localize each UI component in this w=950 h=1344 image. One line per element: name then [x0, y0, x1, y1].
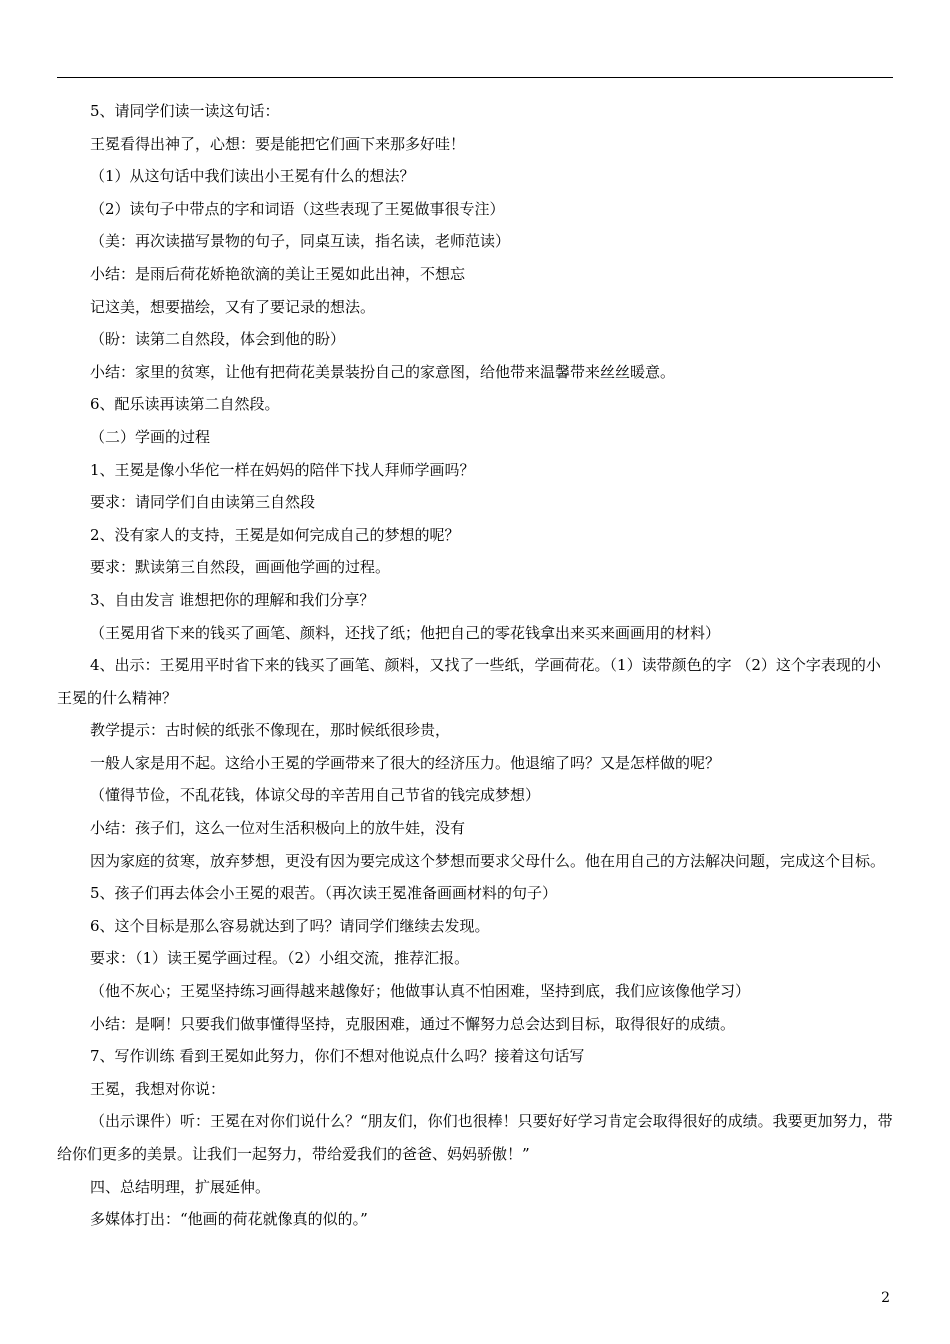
paragraph: 6、这个目标是那么容易就达到了吗？请同学们继续去发现。: [90, 916, 490, 935]
paragraph: （1）从这句话中我们读出小王冕有什么的想法？: [90, 167, 415, 186]
paragraph: 4、出示：王冕用平时省下来的钱买了画笔、颜料，又找了一些纸，学画荷花。（1）读带颜色的字 （2）这个字表现的小王冕的什么精神？: [57, 656, 881, 707]
paragraph: 王冕，我想对你说：: [90, 1079, 226, 1098]
paragraph: （盼：读第二自然段，体会到他的盼）: [90, 330, 346, 349]
paragraph: （懂得节俭，不乱花钱，体谅父母的辛苦用自己节省的钱完成梦想）: [90, 786, 541, 805]
header-rule: [57, 77, 893, 78]
paragraph: 1、王冕是像小华佗一样在妈妈的陪伴下找人拜师学画吗？: [90, 460, 475, 479]
paragraph: 记这美，想要描绘，又有了要记录的想法。: [90, 297, 376, 316]
paragraph: 要求：默读第三自然段，画画他学画的过程。: [90, 558, 391, 577]
paragraph: 6、配乐读再读第二自然段。: [90, 395, 280, 414]
paragraph: （2）读句子中带点的字和词语（这些表现了王冕做事很专注）: [90, 199, 505, 218]
paragraph: 3、自由发言 谁想把你的理解和我们分享？: [90, 590, 375, 609]
paragraph: （他不灰心；王冕坚持练习画得越来越像好；他做事认真不怕困难，坚持到底，我们应该像他学习）: [90, 982, 751, 1001]
paragraph: 因为家庭的贫寒，放弃梦想，更没有因为要完成这个梦想而要求父母什么。他在用自己的方法解决问题，完成这个目标。: [90, 851, 886, 870]
paragraph: 5、孩子们再去体会小王冕的艰苦。（再次读王冕准备画画材料的句子）: [90, 884, 558, 903]
document-body: [57, 95, 893, 1236]
paragraph: （出示课件）听：王冕在对你们说什么？“朋友们，你们也很棒！只要好好学习肯定会取得很好的成绩。我要更加努力，带给你们更多的美景。让我们一起努力，带给爱我们的爸爸、妈妈骄傲！”: [57, 1112, 893, 1163]
paragraph: 四、总结明理，扩展延伸。: [90, 1177, 271, 1196]
paragraph: 多媒体打出：“他画的荷花就像真的似的。”: [90, 1210, 368, 1229]
paragraph: （二）学画的过程: [90, 427, 211, 446]
paragraph: 要求：（1）读王冕学画过程。（2）小组交流，推荐汇报。: [90, 949, 470, 968]
paragraph: 小结：家里的贫寒，让他有把荷花美景装扮自己的家意图，给他带来温馨带来丝丝暖意。: [90, 362, 676, 381]
paragraph: （王冕用省下来的钱买了画笔、颜料，还找了纸；他把自己的零花钱拿出来买来画画用的材料）: [90, 623, 721, 642]
paragraph: 王冕看得出神了，心想：要是能把它们画下来那多好哇！: [90, 134, 466, 153]
paragraph: 2、没有家人的支持，王冕是如何完成自己的梦想的呢？: [90, 525, 460, 544]
page-number: 2: [881, 1290, 890, 1306]
paragraph: 5、请同学们读一读这句话：: [90, 102, 280, 120]
paragraph: 7、写作训练 看到王冕如此努力，你们不想对他说点什么吗？接着这句话写: [90, 1047, 585, 1066]
paragraph: 一般人家是用不起。这给小王冕的学画带来了很大的经济压力。他退缩了吗？又是怎样做的呢？: [90, 753, 721, 772]
paragraph: 小结：是雨后荷花娇艳欲滴的美让王冕如此出神，不想忘: [90, 264, 466, 283]
paragraph: 小结：孩子们，这么一位对生活积极向上的放牛娃，没有: [90, 819, 466, 838]
paragraph: 要求：请同学们自由读第三自然段: [90, 493, 316, 512]
paragraph: 教学提示：古时候的纸张不像现在，那时候纸很珍贵，: [90, 721, 451, 740]
paragraph: （美：再次读描写景物的句子，同桌互读，指名读，老师范读）: [90, 232, 511, 251]
paragraph: 小结：是啊！只要我们做事懂得坚持，克服困难，通过不懈努力总会达到目标，取得很好的成绩。: [90, 1014, 736, 1033]
